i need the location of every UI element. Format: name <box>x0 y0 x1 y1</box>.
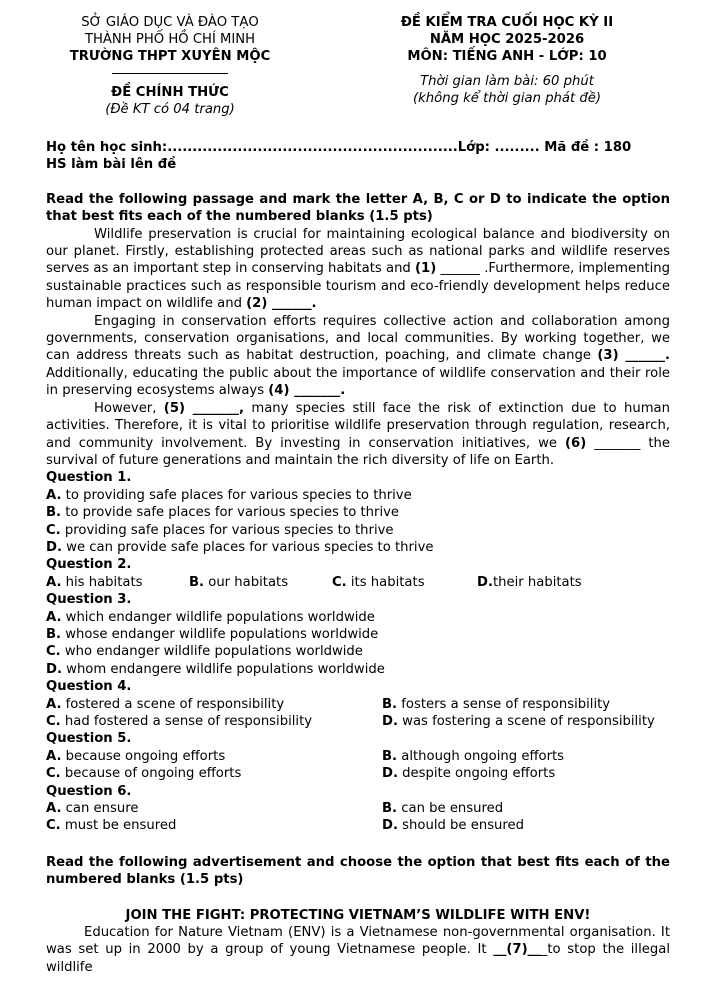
passage-paragraph-3: However, (5) _______, many species still face the risk of extinction due to human activities. Therefore, it is vital to prioritise wildlife preservation through regulation, research, and community involvement. By investing in conservation initiatives, we (6) _______ the survival of future generations and maintain the rich diversity of life on Earth. <box>46 400 671 468</box>
passage-paragraph-2: Engaging in conservation efforts requires collective action and collaboration among governments, conservation organisations, and local communities. By working together, we can address threats such as habitat destruction, poaching, and climate change (3) ______. Additionally, educating the public about the importance of wildlife conservation and their role in preserving ecosystems always (4) _______. <box>46 313 670 399</box>
header-right <box>372 14 642 107</box>
option-a[interactable]: A. can ensure <box>46 801 139 817</box>
option-b[interactable]: B. our habitats <box>189 574 289 590</box>
question-1 <box>46 469 670 556</box>
section2-instruction: Read the following advertisement and choose the option that best fits each of the numbered blanks (1.5 pts) <box>46 854 670 888</box>
option-a[interactable]: A. which endanger wildlife populations worldwide <box>46 609 375 625</box>
instruction-line: HS làm bài lên đề <box>46 157 177 173</box>
option-d[interactable]: D.their habitats <box>477 574 582 590</box>
blank-1: (1) <box>415 261 437 277</box>
option-c[interactable]: C. must be ensured <box>46 818 177 834</box>
question-6 <box>46 783 670 835</box>
question-title: Question 4. <box>46 679 132 695</box>
blank-7: __(7)__ <box>493 942 541 958</box>
question-title: Question 5. <box>46 731 132 747</box>
header-divider <box>112 73 228 74</box>
subject-line: MÔN: TIẾNG ANH - LỚP: 10 <box>407 49 607 64</box>
blank-4: (4) _______. <box>268 383 346 399</box>
option-c[interactable]: C. because of ongoing efforts <box>46 766 242 782</box>
option-c[interactable]: C. its habitats <box>332 574 425 590</box>
official-label: ĐỀ CHÍNH THỨC <box>111 85 229 100</box>
page-count-note: (Đề KT có 04 trang) <box>105 102 235 117</box>
question-title: Question 2. <box>46 557 132 573</box>
option-d[interactable]: D. we can provide safe places for various species to thrive <box>46 539 434 555</box>
option-d[interactable]: D. was fostering a scene of responsibility <box>382 714 655 729</box>
option-b[interactable]: B. can be ensured <box>382 801 504 817</box>
blank-5: (5) _______, <box>163 400 244 416</box>
student-info-line: Họ tên học sinh:..........................................................Lớp: ......... Mã đề : 180 <box>46 140 632 155</box>
option-c[interactable]: C. providing safe places for various species to thrive <box>46 522 394 538</box>
option-d[interactable]: D. should be ensured <box>382 818 525 834</box>
option-a[interactable]: A. to providing safe places for various species to thrive <box>46 487 412 503</box>
option-d[interactable]: D. whom endangere wildlife populations worldwide <box>46 661 385 677</box>
option-b[interactable]: B. although ongoing efforts <box>382 748 565 764</box>
option-a[interactable]: A. fostered a scene of responsibility <box>46 696 285 712</box>
option-b[interactable]: B. to provide safe places for various species to thrive <box>46 505 400 521</box>
option-a[interactable]: A. his habitats <box>46 574 143 590</box>
advertisement-title: JOIN THE FIGHT: PROTECTING VIETNAM’S WILDLIFE WITH ENV! <box>125 907 591 923</box>
option-a[interactable]: A. because ongoing efforts <box>46 748 226 764</box>
time-limit: Thời gian làm bài: 60 phút <box>420 74 594 89</box>
exam-title: ĐỀ KIỂM TRA CUỐI HỌC KỲ II <box>400 15 614 30</box>
question-title: Question 3. <box>46 592 132 608</box>
option-c[interactable]: C. who endanger wildlife populations worldwide <box>46 644 363 660</box>
question-title: Question 1. <box>46 470 132 486</box>
option-c[interactable]: C. had fostered a sense of responsibility <box>46 714 313 729</box>
school-name: TRƯỜNG THPT XUYÊN MỘC <box>69 49 271 64</box>
department-name: SỞ GIÁO DỤC VÀ ĐÀO TẠO <box>81 15 259 30</box>
school-year: NĂM HỌC 2025-2026 <box>429 32 585 47</box>
blank-3: (3) ______. <box>597 348 670 364</box>
time-note: (không kể thời gian phát đề) <box>413 91 601 106</box>
question-5 <box>46 730 670 782</box>
section1-instruction: Read the following passage and mark the letter A, B, C or D to indicate the option that best fits each of the numbered blanks (1.5 pts) <box>46 191 670 225</box>
option-b[interactable]: B. whose endanger wildlife populations worldwide <box>46 626 379 642</box>
question-2 <box>46 556 670 591</box>
question-3 <box>46 591 670 678</box>
option-d[interactable]: D. despite ongoing efforts <box>382 766 556 782</box>
option-b[interactable]: B. fosters a sense of responsibility <box>382 696 611 712</box>
blank-6: (6) <box>565 435 587 451</box>
city-name: THÀNH PHỐ HỒ CHÍ MINH <box>84 32 256 47</box>
passage-paragraph-1: Wildlife preservation is crucial for maintaining ecological balance and biodiversity on our planet. Firstly, establishing protected areas such as national parks and wildlife reserves serves as an important step in conserving habitats and (1) ______ .Furthermore, implementing sustainable practices such as responsible tourism and eco-friendly development helps reduce human impact on wildlife and (2) ______. <box>46 226 670 312</box>
question-4 <box>46 678 670 730</box>
header-left <box>40 14 300 118</box>
advertisement-paragraph-1: Education for Nature Vietnam (ENV) is a Vietnamese non-governmental organisation. It was set up in 2000 by a group of young Vietnamese people. It __(7)___to stop the illegal wildlife <box>46 925 670 975</box>
question-title: Question 6. <box>46 783 132 799</box>
exam-body <box>46 139 670 976</box>
blank-2: (2) ______. <box>246 296 317 312</box>
